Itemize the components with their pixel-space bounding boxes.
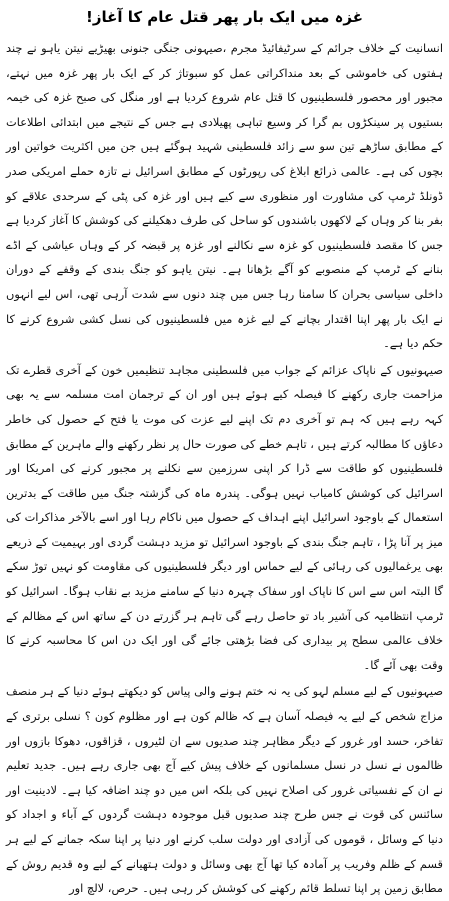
article-paragraph-2: صیہونیوں کے ناپاک عزائم کے جواب میں فلسطینی مجاہد تنظیمیں خون کے آخری قطرے تک مزاحمت جاری رکھنے کا فیصلہ کیے ہوئے ہیں اور ان کے ترجمان امت مسلمہ سے یہ بھی کہہ رہے ہیں کہ ہم تو آخری دم تک اپنے لیے عزت کی موت یا فتح کے حصول کی خاطر دعاؤں کا مطالبہ کرتے ہیں ، تاہم خطے کی صورت حال پر نظر رکھنے والے ماہرین کے مطابق فلسطینیوں کو طاقت سے ڈرا کر اپنی سرزمین سے نکلنے پر مجبور کرنے کی امریکا اور اسرائیل کی کوشش کامیاب نہیں ہوگی۔ پندرہ ماہ کی گزشتہ جنگ میں طاقت کے بدترین استعمال کے باوجود اسرائیل اپنے اہداف کے حصول میں ناکام رہا اور اسے بالآخر مذاکرات کی میز پر آنا پڑا ، تاہم جنگ بندی کے باوجود اسرائیل تو مزید دہشت گردی اور بہیمیت کے ذریعے بھی یرغمالیوں کی رہائی کے لیے حماس اور دیگر فلسطینیوں کی مقاومت کو نہیں توڑ سکے گا البتہ اس سے اس کا ناپاک اور سفاک چہرہ دنیا کے سامنے مزید بے نقاب ہوگا۔ اسرائیل کو ٹرمپ انتظامیہ کی آشیر باد تو حاصل رہے گی تاہم ہر گزرتے دن کے ساتھ اس کے مظالم کے خلاف عالمی سطح پر بیداری کی فضا بڑھتی جائے گی اور ایک دن اس کا محاسبہ کرنے کا وقت بھی آئے گا۔ — [5, 362, 443, 672]
article-paragraph-3: صیہونیوں کے لیے مسلم لہو کی یہ نہ ختم ہونے والی پیاس کو دیکھتے ہوئے دنیا کے ہر منصف مزاج شخص کے لیے یہ فیصلہ آسان ہے کہ ظالم کون ہے اور مظلوم کون ؟ نسلی برتری کے تفاخر، حسد اور غرور کے دیگر مظاہر چند صدیوں سے ان لٹیروں ، قزاقوں، دھوکا بازوں اور ظالموں نے نسل در نسل مسلمانوں کے خلاف پیش کیے آج بھی جاری رہے ہیں۔ جدید تعلیم نے ان کے نفسیاتی غرور کی اصلاح نہیں کی بلکہ اس میں دو چند اضافہ کیا ہے۔ لادینیت اور سائنس کی قوت نے جس طرح چند صدیوں قبل موجودہ دہشت گردوں کے آباء و اجداد کو دنیا کے وسائل ، قوموں کی آزادی اور دولت سلب کرنے اور دنیا پر اپنا سکہ جمانے کے لیے ہر قسم کے ظلم وفریب پر آمادہ کیا تھا آج بھی وسائل و دولت ہتھیانے کے لیے وہ قدیم روش کے مطابق زمین پر اپنا تسلط قائم رکھنے کی کوشش کر رہی ہیں۔ حرص، لالچ اور — [6, 684, 443, 896]
article-title: غزہ میں ایک بار پھر قتل عام کا آغاز! — [85, 8, 363, 26]
article-paragraph-1: انسانیت کے خلاف جرائم کے سرٹیفائیڈ مجرم ،صیہونی جنگی جنونی بھیڑیے نیتن یاہو نے چند ہفتوں کی خاموشی کے بعد منداکراتی عمل کو سبوتاژ کر کے ایک بار پھر غزہ میں نہتے، مجبور اور محصور فلسطینیوں کا قتل عام شروع کردیا ہے اور منگل کی صبح غزہ کی خیمہ بستیوں پر سینکڑوں بم گرا کر وسیع تباہی پھیلادی ہے جس کے نتیجے میں ابتدائی اطلاعات کے مطابق ساڑھے تین سو سے زائد فلسطینی شہید ہوگئے ہیں جن میں اکثریت خواتین اور بچوں کی ہے۔ عالمی ذرائع ابلاغ کی رپورٹوں کے مطابق اسرائیل نے تازہ حملے امریکی صدر ڈونلڈ ٹرمپ کی مشاورت اور منظوری سے کیے ہیں اور غزہ کی پٹی کے سرحدی علاقے کو بفر بنا کر وہاں کے لاکھوں باشندوں کو ساحل کی طرف دھکیلنے کی کوشش کا آغاز کردیا ہے جس کا مقصد فلسطینیوں کو غزہ سے نکالنے اور غزہ پر قبضہ کر کے وہاں عیاشی کے اڈے بنانے کے ٹرمپ کے منصوبے کو آگے بڑھانا ہے۔ نیتن یاہو کو جنگ بندی کے وقفے کے دوران داخلی سیاسی بحران کا سامنا رہا جس میں چند دنوں سے شدت آرہی تھی، اس لیے انہوں نے ایک بار پھر اپنا اقتدار بچانے کے لیے غزہ میں فلسطینیوں کی نسل کشی شروع کرنے کا حکم دیا ہے۔ — [6, 41, 443, 351]
